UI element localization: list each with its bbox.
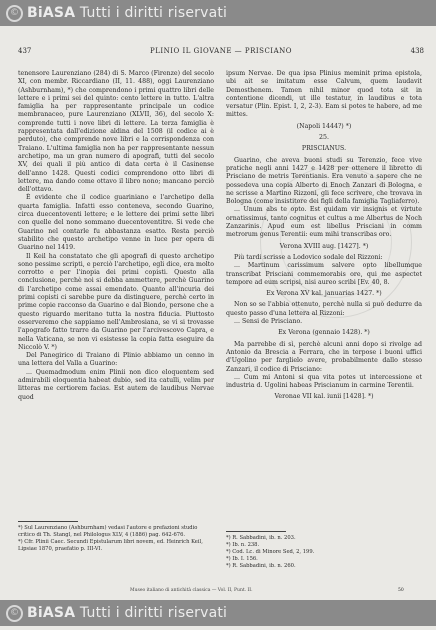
- footnote: *) Cod. Lc. di Minore Sed, 2, 199.: [226, 549, 315, 555]
- footnote: *) R. Sabbadini, ib. n. 260.: [226, 563, 296, 569]
- right-quote: ... Sensi de Prisciano.: [234, 318, 303, 326]
- section-title: PRISCIANUS.: [301, 145, 347, 153]
- page-footer: Museo italiano di antichità classica — Vol. II, Punt. II.: [130, 588, 253, 593]
- banner-rights-text: Tutti i diritti riservati: [79, 605, 228, 621]
- left-paragraph: Il Keil ha constatato che gli apografi di questo archetipo sono pessime scripti, e perciò l'archetipo, egli dice, era molto corrotto e per l'inopia dei primi copisti. Questo alla conclusione, perchè noi si debba ammettere, perchè Guarino di l'archetipo come assai emendato. Quanto all'incuria dei primi copisti ci sarebbe pure da distinguere, perchè certo in prime copie racconso da Guarino e dal Biondo, persone che a questo riguardo meritano tutta la nostra fiducia. Piuttosto osserveremo che sappiamo nell'Ambrosiana, se vi si trovasse l'apografo fatto trarre da Guarino per l'arcivescovo Capra, e nella Vaticana, se non vi esistesse la copia fatta eseguire da Niccolò V. *): [18, 252, 214, 351]
- banner-text: [27, 5, 227, 21]
- left-footnotes: [18, 525, 214, 553]
- left-notes-rule: [18, 521, 78, 522]
- bottom-watermark-banner: [0, 600, 436, 626]
- right-quote: ... Martinum carissimum salvere opto libellumque transcribat Prisciani commemorabis ore, qui me aspectet tempore ad eum scripsi, nisi aureo scribi [Ev. 40, 8.: [226, 262, 422, 286]
- page-header: [18, 47, 424, 59]
- banner-rights-text: Tutti i diritti riservati: [79, 5, 228, 21]
- banner-brand: BiASA: [27, 605, 76, 621]
- right-paragraph: ipsum Nervae. De qua ipsa Plinius meminit prima epistola, ubi ait se imitatum esse Calvum, quem laudavit Demosthenem. Tamen nihil minor quod tota sit in contentione dicendi, ut ille testatur, in laudibus e tota versatur (Plin. Epist. I, 2, 2-3). Eam si potes te habere, ad me mittes.: [226, 70, 422, 119]
- right-date: Veronae VII kal. iunii [1428]. *): [274, 393, 374, 401]
- top-watermark-banner: [0, 0, 436, 26]
- right-quote: ... Cum mi Antoni si qua vita potes ut intercessione et industria d. Ugolini habeas Priscianum in carmine Terentii.: [226, 373, 422, 390]
- banner-brand: BiASA: [27, 5, 76, 21]
- right-footnotes: [226, 535, 422, 570]
- right-paragraph: Più tardi scrisse a Lodovico sodale del Rizzoni:: [234, 253, 383, 261]
- copyright-icon: ©: [6, 605, 23, 622]
- right-paragraph: Guarino, che aveva buoni studi su Terenzio, fece vive pratiche negli anni 1427 e 1428 per ottenere il libretto di Prisciano de metris Terentianis. Era venuto a sapere che ne possedeva una copia Alberto di Enoch Zanzari di Bologna, e ne scrisse a Martino Rizzoni, gli fece scrivere, che trovava in Bologna (come insistitore dei figli della famiglia Tagliaferro).: [226, 156, 422, 206]
- left-paragraph: È evidente che il codice guariniano e l'archetipo della quarta famiglia. Infatti esso conteneva, secondo Guarino, circa duecentoventi lettere; e le lettere dei primi sette libri con quelle del nono sommano duecentoventitre. Si vede che Guarino nel contarle fu abbastanza esatto. Resta perciò stabilito che questo archetipo venne in luce per opera di Guarino nel 1419.: [18, 194, 214, 252]
- right-date: Ex Verona XV kal. januarias 1427. *): [266, 290, 382, 298]
- footnote: *) Ib. I. 156.: [226, 556, 258, 562]
- right-paragraph: Non so se l'abbia ottenuto, perchè nulla si può dedurre da questo passo d'una lettera al Rizzoni:: [226, 301, 422, 317]
- footnote: *) R. Sabbadini, ib. n. 203.: [226, 535, 296, 541]
- right-date: (Napoli 1444?) *): [296, 122, 352, 130]
- copyright-icon: ©: [6, 5, 23, 22]
- right-date: Verona XVIII aug. [1427]. *): [279, 242, 369, 250]
- footnote: *) Cfr. Plinii Caec. Secundi Epistularum libri novem, ed. Heinrich Keil, Lipsiae 1870, praefatio p. III-VI.: [18, 539, 203, 552]
- right-paragraph: Ma parrebbe di sì, perchè alcuni anni dopo si rivolge ad Antonio da Brescia a Ferrara, che in terpose i buoni uffici d'Ugolino per farglielo avere, probabilmente dallo stesso Zanzari, il codice di Prisciano:: [226, 340, 422, 373]
- left-paragraph: Del Panegirico di Traiano di Plinio abbiamo un cenno in una lettera del Valla a Guarino:: [18, 352, 214, 368]
- signature-mark: 50: [398, 588, 404, 593]
- left-quote: ... Quemadmodum enim Plinii non dico eloquentem sed admirabili eloquentia habeat dubio, sed ita catulli, velim per litteras me certiorem facias. Est autem de laudibus Nervae quod: [18, 368, 214, 401]
- footnote: *) Ib. n. 238.: [226, 542, 260, 548]
- left-paragraph: tenensore Laurenziano (284) di S. Marco (Firenze) del secolo XI, con membr. Riccardiano (II, 11. 488), oggi Laurenziano (Ashburnham), *) che comprendono i primi quattro libri delle lettere e i primi sei del quinto: cento lettere in tutto. L'altra famiglia ha per rappresentante principale un codice membranaceo, pure Laurenziano (XLVII, 36), del secolo X: comprende tutti i nove libri di lettere. La terza famiglia è rappresentata dall'edizione aldina del 1508 (il codice ai è perduto), che comprende nove libri e la corrispondenza con Traiano. L'ultima famiglia non ha per rappresentante nessun archetipo, ma un gran numero di apografi, tutti del secolo XV, dei quali il più antico di data certa è il Casinense dell'anno 1428. Questi codici comprendono otto libri di lettere, ma dando come ottavo il libro nono; mancano perciò dell'ottavo.: [18, 70, 214, 194]
- section-number: 25.: [319, 134, 329, 142]
- right-quote: ... Unum abs te opto. Est quidam vir insignis et virtute ornatissimus, tanto cognitus et cultus a me Albertus de Noch Zanzarinis. Apud eum est libellus Prisciani in comm metrorum genus Terentii: eum mihi transcribas oro.: [226, 206, 422, 239]
- right-notes-rule: [226, 531, 286, 532]
- banner-text: [27, 605, 227, 621]
- left-page-number: 437: [18, 47, 32, 55]
- right-column: [226, 70, 422, 405]
- right-page-number: 438: [410, 47, 424, 55]
- left-column: [18, 70, 214, 402]
- scanned-page: [0, 26, 436, 600]
- running-title: PLINIO IL GIOVANE — PRISCIANO: [150, 47, 292, 55]
- right-date: Ex Verona (gennaio 1428). *): [278, 329, 370, 337]
- footnote: *) Sul Laurenziano (Ashburnham) vedasi l'autore e prefazioni studio critico di Th. Stangl, nel Philologus XLV, 4 (1886) pag. 642-676.: [18, 525, 198, 538]
